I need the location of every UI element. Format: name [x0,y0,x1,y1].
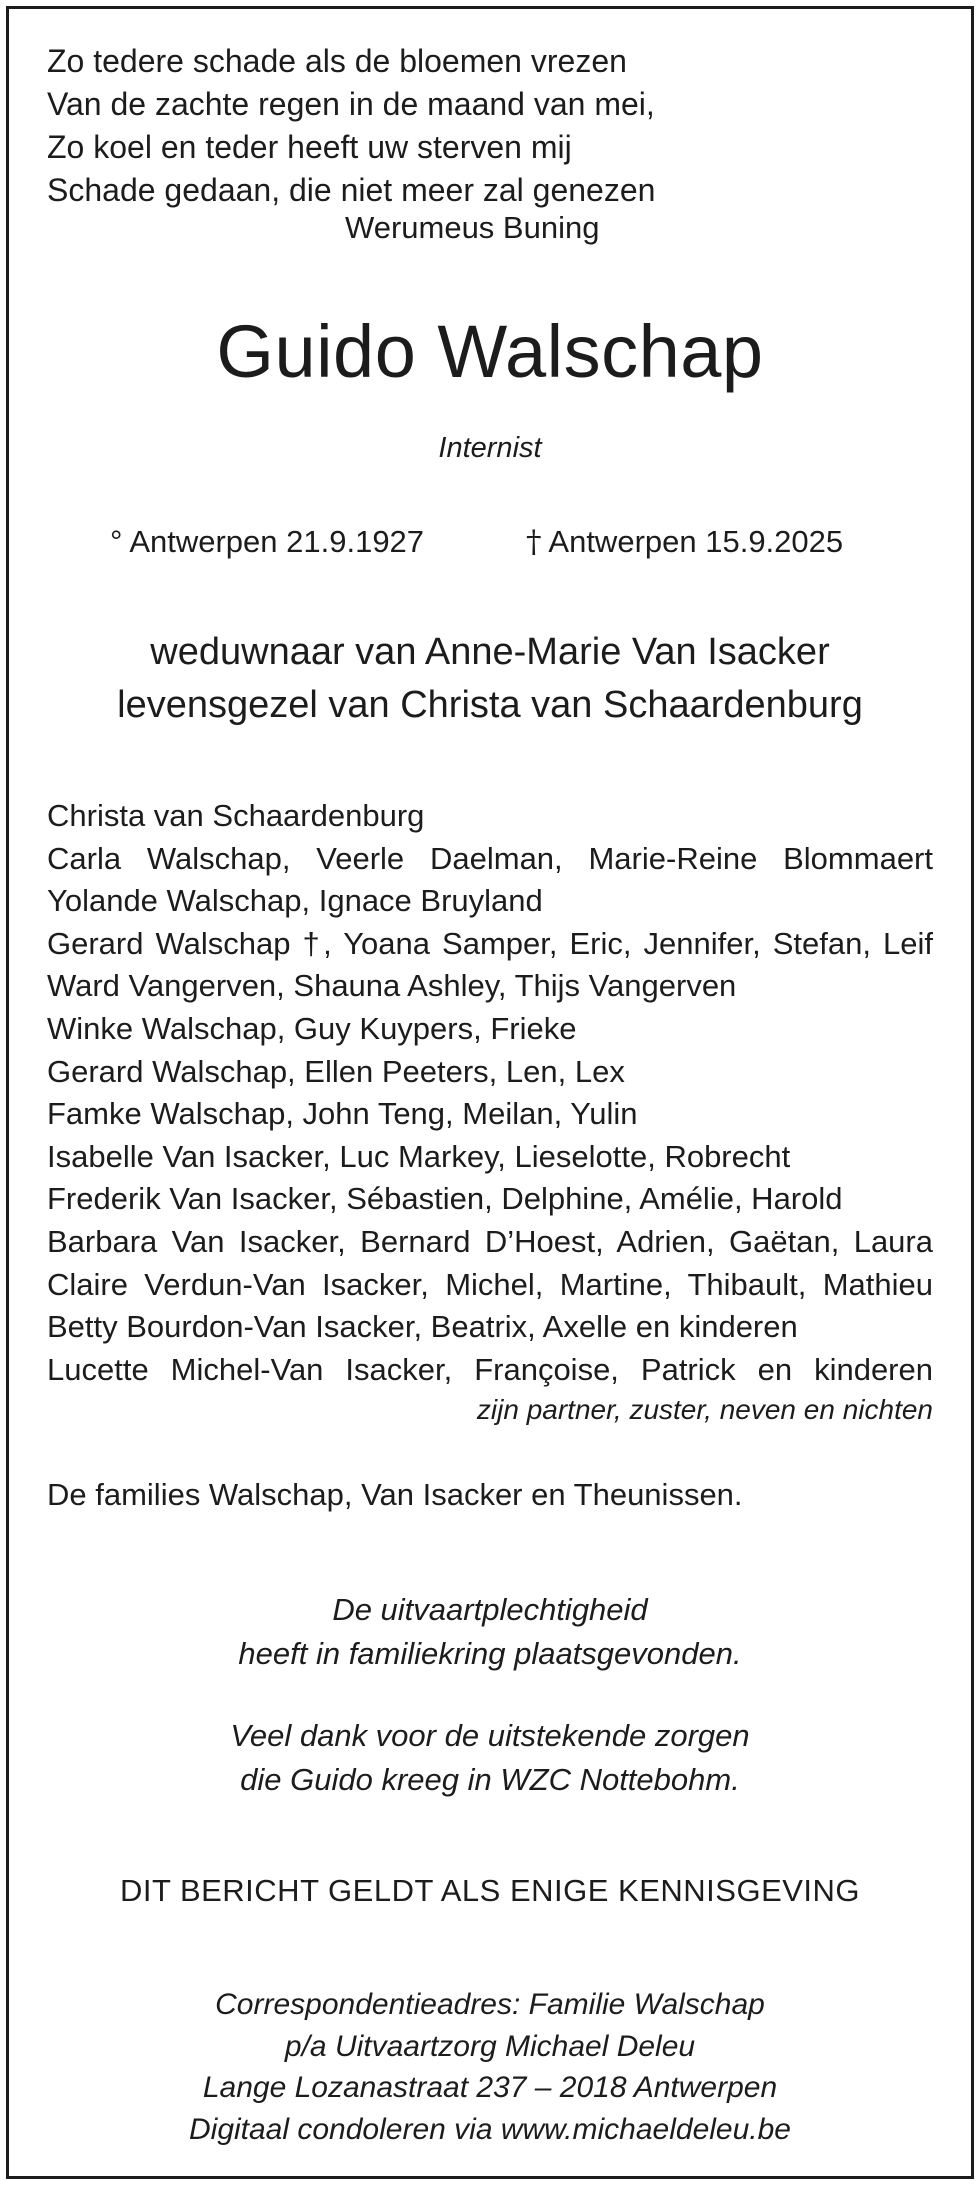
poem-line-3: Zo koel en teder heeft uw sterven mij [47,129,572,165]
deceased-name: Guido Walschap [216,310,764,393]
thanks-note [0,1714,980,1802]
relation-widower: weduwnaar van Anne-Marie Van Isacker [150,631,830,673]
poem [47,40,655,212]
mourner-line: Carla Walschap, Veerle Daelman, Marie-Reine Blommaert [47,840,933,876]
correspondence-line-3: Lange Lozanastraat 237 – 2018 Antwerpen [202,2071,778,2104]
families-line: De families Walschap, Van Isacker en Theunissen. [47,1477,743,1512]
thanks-line-1: Veel dank voor de uitstekende zorgen [230,1718,750,1753]
poem-line-4: Schade gedaan, die niet meer zal genezen [47,172,656,208]
mourner-line: Winke Walschap, Guy Kuypers, Frieke [47,1010,577,1046]
death-cross-icon: † [526,524,542,560]
mourner-line: Isabelle Van Isacker, Luc Markey, Lieselotte, Robrecht [47,1138,791,1174]
relation-partner: levensgezel van Christa van Schaardenburg [117,684,863,726]
relations [0,626,980,732]
mourner-line: Gerard Walschap †, Yoana Samper, Eric, Jennifer, Stefan, Leif [47,925,933,961]
ceremony-line-2: heeft in familiekring plaatsgevonden. [238,1636,742,1671]
mourners-note: zijn partner, zuster, neven en nichten [476,1394,933,1425]
mourner-line: Betty Bourdon-Van Isacker, Beatrix, Axelle en kinderen [47,1309,798,1345]
correspondence-line-2: p/a Uitvaartzorg Michael Deleu [284,2029,696,2063]
mourner-line: Lucette Michel-Van Isacker, Françoise, Patrick en kinderen [47,1351,933,1387]
notice-heading: DIT BERICHT GELDT ALS ENIGE KENNISGEVING [119,1873,861,1908]
ceremony-line-1: De uitvaartplechtigheid [332,1592,648,1627]
mourner-line: Yolande Walschap, Ignace Bruyland [47,883,543,919]
mourner-line: Gerard Walschap, Ellen Peeters, Len, Lex [47,1053,625,1089]
death-place-date: Antwerpen 15.9.2025 [548,524,844,559]
thanks-line-2: die Guido kreeg in WZC Nottebohm. [240,1762,740,1797]
deceased-profession: Internist [438,432,542,464]
mourner-line: Frederik Van Isacker, Sébastien, Delphine, Amélie, Harold [47,1181,843,1217]
correspondence-line-1: Correspondentieadres: Familie Walschap [215,1988,765,2021]
mourners-list [47,795,933,1391]
correspondence-address [0,1984,980,2150]
mourner-line: Ward Vangerven, Shauna Ashley, Thijs Vangerven [47,968,737,1004]
mourner-line: Famke Walschap, John Teng, Meilan, Yulin [47,1096,638,1132]
condolence-website-link[interactable]: Digitaal condoleren via www.michaeldeleu.be [188,2112,791,2146]
death-info [526,522,843,562]
mourner-line: Barbara Van Isacker, Bernard D’Hoest, Adrien, Gaëtan, Laura [47,1223,933,1259]
poem-author: Werumeus Buning [345,210,600,245]
poem-line-1: Zo tedere schade als de bloemen vrezen [47,43,627,79]
birth-symbol: ° [110,524,123,559]
poem-line-2: Van de zachte regen in de maand van mei, [47,86,655,122]
ceremony-note [0,1588,980,1676]
mourner-line: Claire Verdun-Van Isacker, Michel, Martine, Thibault, Mathieu [47,1266,933,1302]
birth-info [110,522,424,562]
birth-place-date: Antwerpen 21.9.1927 [129,524,425,559]
mourner-line: Christa van Schaardenburg [47,798,425,833]
